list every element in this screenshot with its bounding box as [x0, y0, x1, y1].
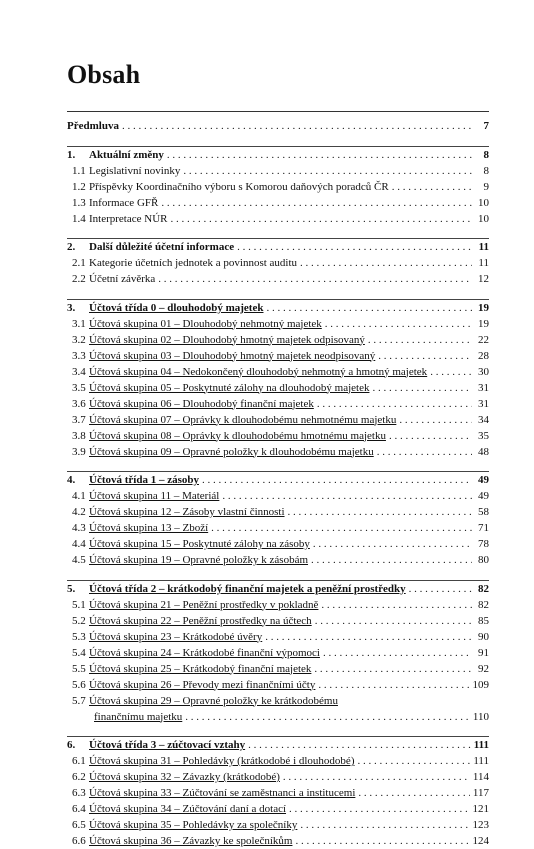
chapter-spacer — [67, 134, 489, 146]
toc-section-number: 2.2 — [72, 273, 86, 285]
toc-chapter-number: 6. — [67, 739, 76, 751]
toc-page: 8 — [483, 164, 489, 177]
toc-section-number: 6.6 — [72, 835, 86, 847]
toc-page: 111 — [473, 739, 489, 751]
toc-section-number: 3.6 — [72, 397, 86, 410]
dot-leader — [317, 396, 472, 412]
toc-section[interactable] — [67, 677, 489, 693]
toc-page: 31 — [478, 381, 489, 394]
toc-section[interactable] — [67, 195, 489, 211]
toc-page: 12 — [478, 273, 489, 285]
toc-page: 7 — [483, 120, 489, 132]
dot-leader — [266, 300, 472, 316]
dot-leader — [300, 817, 469, 833]
toc-section-number: 3.3 — [72, 349, 86, 362]
dot-leader — [430, 364, 472, 380]
toc-section[interactable] — [67, 271, 489, 287]
toc-section-title: Účtová skupina 23 – Krátkodobé úvěry — [89, 630, 263, 643]
toc-section[interactable] — [67, 163, 489, 179]
dot-leader — [222, 488, 472, 504]
toc-page: 117 — [472, 787, 489, 799]
toc-page: 124 — [472, 835, 489, 847]
dot-leader — [202, 472, 472, 488]
toc-chapter-number: 4. — [67, 474, 76, 486]
dot-leader — [315, 613, 472, 629]
toc-section-number: 3.9 — [72, 445, 86, 458]
toc-section-number: 5.3 — [72, 630, 86, 643]
toc-section-number: 3.1 — [72, 317, 86, 330]
dot-leader — [368, 332, 472, 348]
dot-leader — [372, 380, 472, 396]
dot-leader — [171, 211, 473, 227]
toc-preface[interactable] — [67, 118, 489, 134]
toc-page: 78 — [478, 538, 489, 550]
toc-section-title: Účtová skupina 07 – Oprávky k dlouhodobému nehmotnému majetku — [89, 413, 397, 426]
toc-section-number: 3.4 — [72, 365, 86, 378]
toc-section[interactable] — [67, 316, 489, 332]
toc-section-number: 3.7 — [72, 413, 86, 426]
dot-leader — [265, 629, 472, 645]
toc-section-number: 5.4 — [72, 646, 86, 659]
toc-page: 109 — [472, 678, 489, 691]
dot-leader — [300, 255, 472, 271]
toc-page: 123 — [472, 819, 489, 831]
toc-section-number: 3.2 — [72, 333, 86, 346]
toc-section-number: 6.3 — [72, 787, 86, 799]
toc-section-number: 6.2 — [72, 771, 86, 783]
toc-page: 28 — [478, 349, 489, 362]
toc-page: 80 — [478, 554, 489, 566]
toc-page: 11 — [478, 241, 489, 253]
toc-section-number: 4.4 — [72, 538, 86, 550]
toc-section[interactable] — [67, 785, 489, 801]
toc-section-number: 5.7 — [72, 694, 86, 707]
toc-section-title: Účtová skupina 19 – Opravné položky k zásobám — [89, 554, 309, 566]
toc-section-title: Účtová skupina 33 – Zúčtování se zaměstnanci a institucemi — [89, 787, 356, 799]
heading-divider — [67, 111, 489, 112]
toc-section-title: Příspěvky Koordinačního výboru s Komorou daňových poradců ČR — [89, 180, 389, 193]
toc-section-title: Účtová skupina 24 – Krátkodobé finanční výpomoci — [89, 646, 320, 659]
dot-leader — [183, 163, 472, 179]
toc-chapter-number: 1. — [67, 148, 76, 161]
dot-leader — [283, 769, 470, 785]
toc-chapter-title: Aktuální změny — [89, 148, 164, 161]
dot-leader — [357, 753, 470, 769]
toc-chapter[interactable] — [67, 300, 489, 316]
toc-section[interactable] — [67, 833, 489, 849]
dot-leader — [295, 833, 469, 849]
toc-section[interactable] — [67, 597, 489, 613]
toc-section-title-continuation: finančnímu majetku — [94, 710, 183, 723]
toc-section[interactable] — [67, 693, 489, 709]
toc-section-title: Účtová skupina 21 – Peněžní prostředky v pokladně — [89, 598, 319, 611]
dot-leader — [409, 581, 472, 597]
dot-leader — [323, 645, 472, 661]
toc-page: 49 — [478, 474, 489, 486]
toc-section[interactable] — [67, 520, 489, 536]
toc-section[interactable] — [67, 412, 489, 428]
toc-section[interactable] — [67, 536, 489, 552]
dot-leader — [392, 179, 472, 195]
toc-section[interactable] — [67, 332, 489, 348]
toc-section-number: 4.5 — [72, 554, 86, 566]
toc-page: 114 — [472, 771, 489, 783]
toc-chapter-number: 3. — [67, 301, 76, 314]
toc-section-number: 4.3 — [72, 522, 86, 534]
toc-section-title: Účtová skupina 11 – Materiál — [89, 490, 220, 502]
dot-leader — [325, 316, 472, 332]
toc-section[interactable] — [67, 753, 489, 769]
toc-chapter-title: Účtová třída 3 – zúčtovací vztahy — [89, 739, 246, 751]
table-of-contents — [67, 118, 489, 849]
toc-section-title: Účtová skupina 15 – Poskytnuté zálohy na zásoby — [89, 538, 310, 550]
dot-leader — [314, 661, 472, 677]
toc-section-title: Účtová skupina 26 – Převody mezi finančními účty — [89, 678, 316, 691]
toc-section[interactable] — [67, 629, 489, 645]
toc-page: 71 — [478, 522, 489, 534]
dot-leader — [313, 536, 472, 552]
dot-leader — [248, 737, 471, 753]
toc-section-number: 5.6 — [72, 678, 86, 691]
toc-chapter-title: Účtová třída 0 – dlouhodobý majetek — [89, 301, 264, 314]
toc-page: 121 — [472, 803, 489, 815]
toc-page: 31 — [478, 397, 489, 410]
toc-section-continuation[interactable] — [67, 709, 489, 725]
dot-leader — [321, 597, 472, 613]
toc-page: 48 — [478, 445, 489, 458]
toc-page: 9 — [483, 180, 489, 193]
toc-section-title: Účtová skupina 12 – Zásoby vlastní činnosti — [89, 506, 285, 518]
dot-leader — [289, 801, 469, 817]
chapter-spacer — [67, 568, 489, 580]
dot-leader — [318, 677, 469, 693]
dot-leader — [158, 271, 472, 287]
toc-page: 85 — [478, 614, 489, 627]
toc-section-number: 6.4 — [72, 803, 86, 815]
toc-section[interactable] — [67, 817, 489, 833]
toc-page: 92 — [478, 662, 489, 675]
toc-chapter-number: 2. — [67, 241, 76, 253]
toc-section[interactable] — [67, 364, 489, 380]
toc-section-title: Účtová skupina 25 – Krátkodobý finanční majetek — [89, 662, 312, 675]
toc-section-title: Legislativní novinky — [89, 164, 181, 177]
toc-section[interactable] — [67, 552, 489, 568]
toc-section-title: Účtová skupina 08 – Oprávky k dlouhodobému hmotnému majetku — [89, 429, 386, 442]
dot-leader — [399, 412, 472, 428]
toc-section-number: 1.4 — [72, 212, 86, 225]
toc-page: 58 — [478, 506, 489, 518]
toc-chapter-title: Účtová třída 1 – zásoby — [89, 474, 199, 486]
toc-chapter[interactable] — [67, 581, 489, 597]
toc-section[interactable] — [67, 645, 489, 661]
toc-section-title: Účtová skupina 34 – Zúčtování daní a dotací — [89, 803, 287, 815]
dot-leader — [358, 785, 470, 801]
toc-page: 34 — [478, 413, 489, 426]
toc-section[interactable] — [67, 504, 489, 520]
toc-chapter-number: 5. — [67, 582, 76, 595]
toc-page: 19 — [478, 301, 489, 314]
dot-leader — [161, 195, 472, 211]
toc-chapter[interactable] — [67, 472, 489, 488]
toc-page: 110 — [472, 710, 489, 723]
toc-section[interactable] — [67, 396, 489, 412]
chapter-spacer — [67, 460, 489, 472]
toc-section-title: Účtová skupina 31 – Pohledávky (krátkodobé i dlouhodobé) — [89, 755, 355, 767]
toc-section-number: 5.5 — [72, 662, 86, 675]
chapter-spacer — [67, 725, 489, 737]
toc-section-title: Účtová skupina 36 – Závazky ke společníkům — [89, 835, 293, 847]
toc-section[interactable] — [67, 661, 489, 677]
toc-section-title: Informace GFŘ — [89, 196, 159, 209]
toc-section[interactable] — [67, 348, 489, 364]
dot-leader — [185, 709, 470, 725]
toc-section[interactable] — [67, 801, 489, 817]
toc-page: 82 — [478, 582, 489, 595]
toc-section-title: Účtová skupina 01 – Dlouhodobý nehmotný majetek — [89, 317, 322, 330]
chapter-spacer — [67, 227, 489, 239]
toc-page: 49 — [478, 490, 489, 502]
toc-section[interactable] — [67, 769, 489, 785]
toc-section[interactable] — [67, 488, 489, 504]
dot-leader — [237, 239, 472, 255]
toc-section-title: Účtová skupina 35 – Pohledávky za společníky — [89, 819, 298, 831]
toc-page: 22 — [478, 333, 489, 346]
toc-page: 19 — [478, 317, 489, 330]
toc-section-title: Kategorie účetních jednotek a povinnost auditu — [89, 257, 298, 269]
toc-page: 91 — [478, 646, 489, 659]
dot-leader — [167, 147, 472, 163]
toc-section-title: Účtová skupina 29 – Opravné položky ke krátkodobému — [89, 694, 338, 707]
toc-section-title: Účtová skupina 13 – Zboží — [89, 522, 209, 534]
toc-section[interactable] — [67, 380, 489, 396]
dot-leader — [311, 552, 472, 568]
toc-chapter[interactable] — [67, 737, 489, 753]
toc-section-number: 2.1 — [72, 257, 86, 269]
chapter-spacer — [67, 287, 489, 299]
toc-section-number: 3.5 — [72, 381, 86, 394]
toc-page: 10 — [478, 212, 489, 225]
toc-section-number: 3.8 — [72, 429, 86, 442]
toc-section[interactable] — [67, 211, 489, 227]
toc-section[interactable] — [67, 255, 489, 271]
toc-section[interactable] — [67, 613, 489, 629]
toc-section[interactable] — [67, 428, 489, 444]
toc-section-number: 5.1 — [72, 598, 86, 611]
toc-page: 30 — [478, 365, 489, 378]
toc-section-number: 1.2 — [72, 180, 86, 193]
dot-leader — [288, 504, 472, 520]
toc-section-title: Účtová skupina 09 – Opravné položky k dlouhodobému majetku — [89, 445, 374, 458]
dot-leader — [378, 348, 472, 364]
dot-leader — [122, 118, 472, 134]
dot-leader — [377, 444, 472, 460]
toc-page: 10 — [478, 196, 489, 209]
toc-section-title: Účtová skupina 06 – Dlouhodobý finanční majetek — [89, 397, 314, 410]
toc-section[interactable] — [67, 444, 489, 460]
dot-leader — [211, 520, 472, 536]
toc-section-number: 5.2 — [72, 614, 86, 627]
toc-page: 90 — [478, 630, 489, 643]
toc-section-title: Účtová skupina 05 – Poskytnuté zálohy na dlouhodobý majetek — [89, 381, 370, 394]
toc-page: 111 — [473, 755, 489, 767]
page-title: Obsah — [67, 60, 141, 89]
toc-section-number: 4.1 — [72, 490, 86, 502]
toc-page: 11 — [478, 257, 489, 269]
toc-page: 8 — [483, 148, 489, 161]
toc-chapter-title: Účtová třída 2 – krátkodobý finanční majetek a peněžní prostředky — [89, 582, 406, 595]
toc-section-title: Účtová skupina 02 – Dlouhodobý hmotný majetek odpisovaný — [89, 333, 365, 346]
toc-section-number: 4.2 — [72, 506, 86, 518]
toc-section-number: 6.1 — [72, 755, 86, 767]
toc-section-title: Účetní závěrka — [89, 273, 156, 285]
toc-title: Předmluva — [67, 120, 119, 132]
toc-page: 82 — [478, 598, 489, 611]
toc-chapters — [67, 134, 489, 849]
toc-section-number: 1.1 — [72, 164, 86, 177]
toc-section-number: 6.5 — [72, 819, 86, 831]
toc-section-number: 1.3 — [72, 196, 86, 209]
toc-section-title: Účtová skupina 32 – Závazky (krátkodobé) — [89, 771, 280, 783]
toc-section-title: Účtová skupina 22 – Peněžní prostředky na účtech — [89, 614, 312, 627]
toc-chapter[interactable] — [67, 147, 489, 163]
toc-page: 35 — [478, 429, 489, 442]
toc-chapter-title: Další důležité účetní informace — [89, 241, 235, 253]
toc-section-title: Účtová skupina 03 – Dlouhodobý hmotný majetek neodpisovaný — [89, 349, 376, 362]
toc-section[interactable] — [67, 179, 489, 195]
dot-leader — [389, 428, 472, 444]
toc-chapter[interactable] — [67, 239, 489, 255]
toc-section-title: Účtová skupina 04 – Nedokončený dlouhodobý nehmotný a hmotný majetek — [89, 365, 428, 378]
toc-section-title: Interpretace NÚR — [89, 212, 168, 225]
